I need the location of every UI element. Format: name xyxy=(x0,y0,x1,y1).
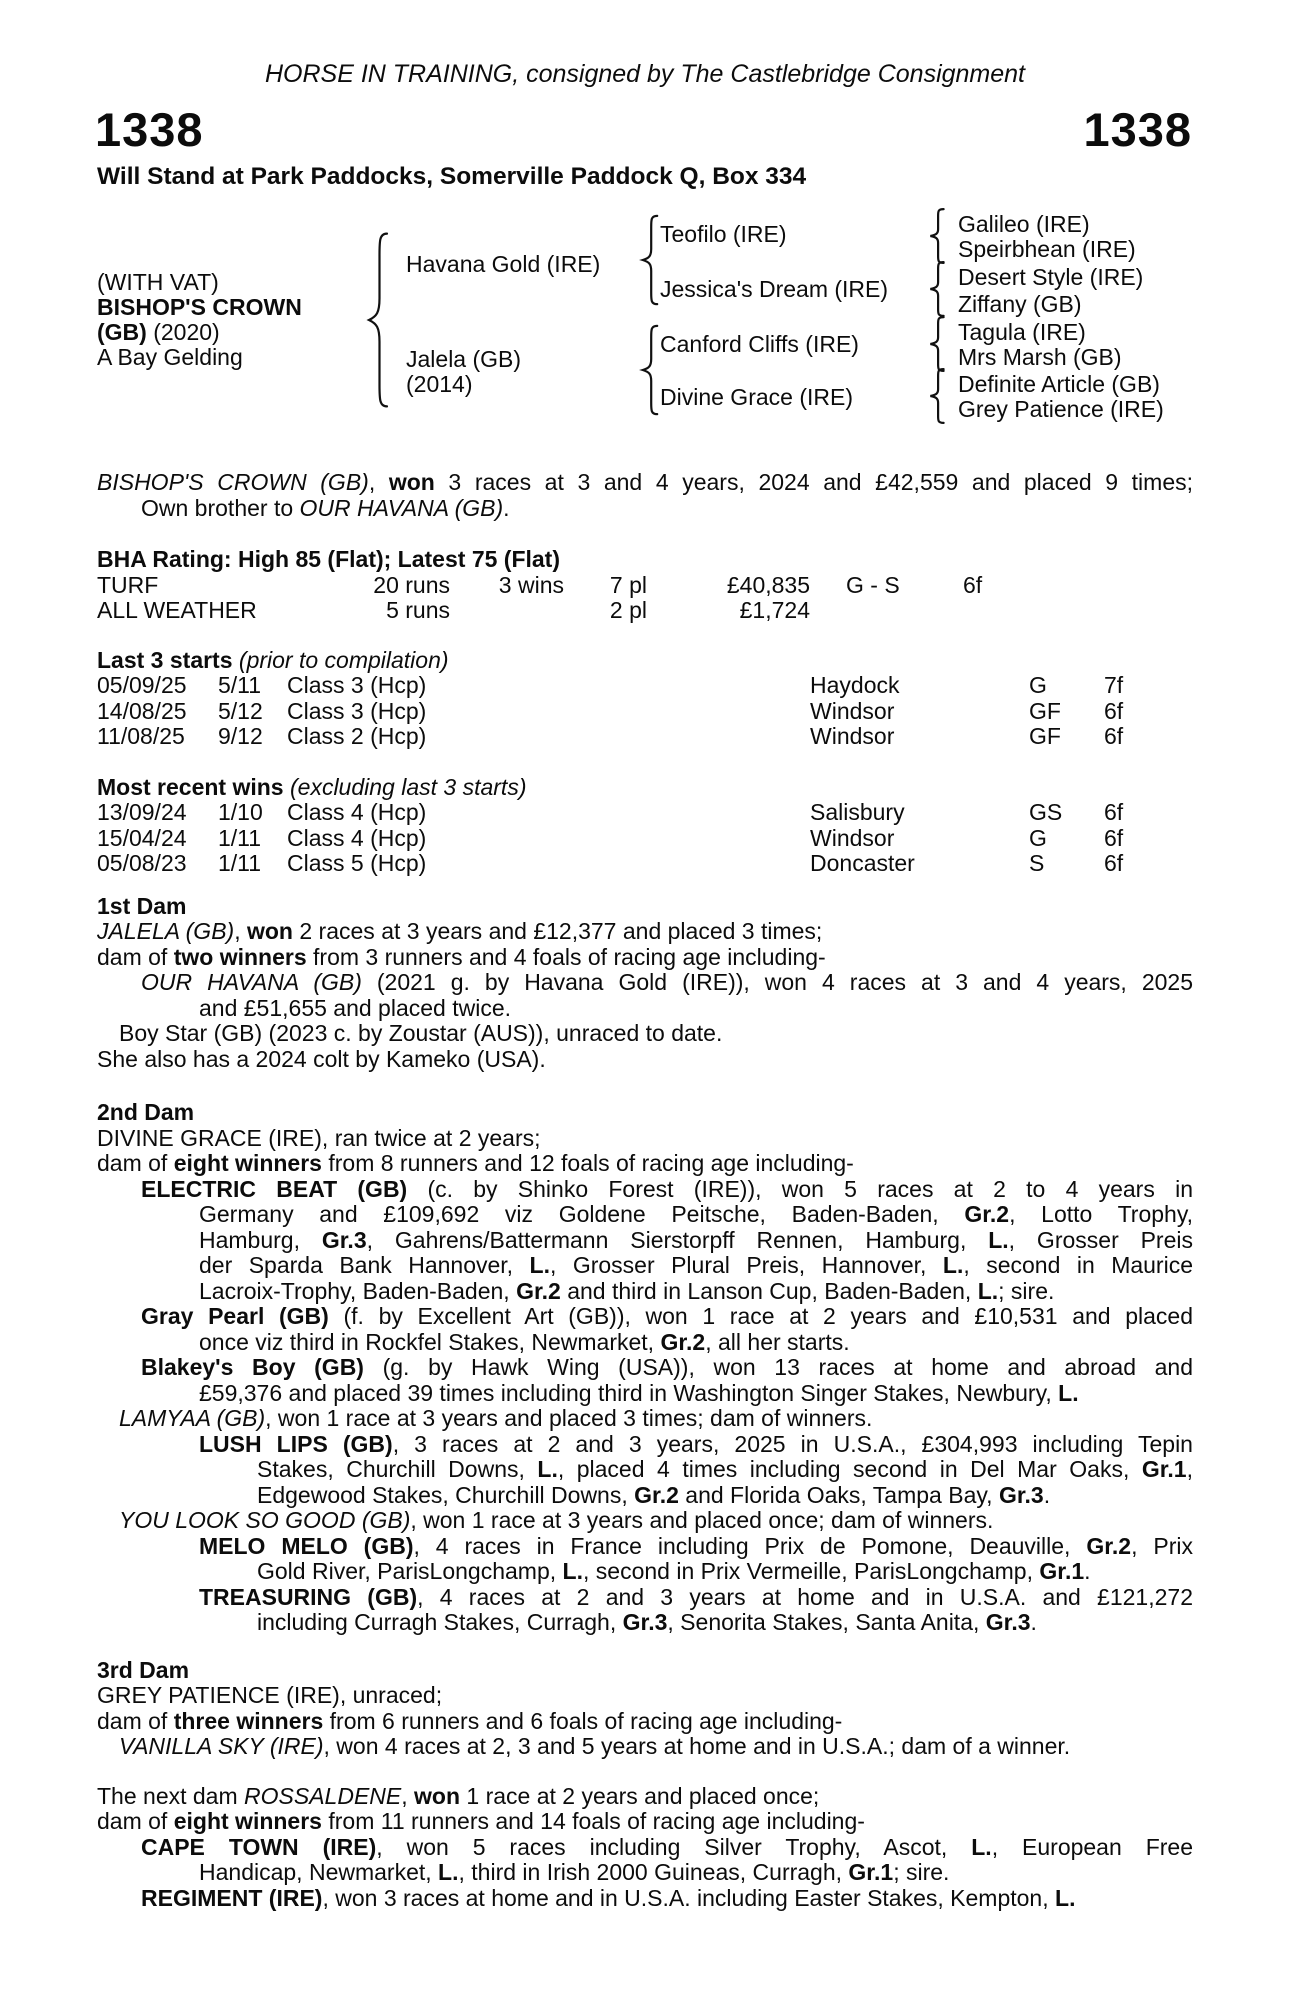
race-class: Class 2 (Hcp) xyxy=(287,723,427,749)
section-paragraphs xyxy=(97,919,1193,1072)
brace-sire xyxy=(638,214,662,306)
race-summary xyxy=(97,547,1193,624)
text-line: Hamburg, Gr.3, Gahrens/Battermann Sierstorpff Rennen, Hamburg, L., Grosser Preis xyxy=(199,1226,1193,1253)
race-date: 05/08/23 xyxy=(97,850,187,876)
second-dam-section xyxy=(97,1100,1193,1636)
dam-name: Jalela (GB) xyxy=(406,346,522,372)
horse-name: BISHOP'S CROWN xyxy=(97,294,302,320)
text-line: TREASURING (GB), 4 races at 2 and 3 years at home and in U.S.A. and £121,272 xyxy=(199,1583,1193,1610)
race-class: Class 4 (Hcp) xyxy=(287,799,427,825)
text-line: Gray Pearl (GB) (f. by Excellent Art (GB)), won 1 race at 2 years and £10,531 and placed xyxy=(141,1303,1194,1329)
race-course: Windsor xyxy=(810,824,895,851)
text-line: Handicap, Newmarket, L., third in Irish 2000 Guineas, Curragh, Gr.1; sire. xyxy=(199,1859,950,1885)
text-line: LAMYAA (GB), won 1 race at 3 years and placed 3 times; dam of winners. xyxy=(119,1405,873,1431)
section-subtitle: (excluding last 3 starts) xyxy=(290,773,527,800)
gen3-name: Grey Patience (IRE) xyxy=(958,396,1164,422)
gen3-name: Speirbhean (IRE) xyxy=(958,236,1136,262)
race-date: 14/08/25 xyxy=(97,697,187,724)
vat-note: (WITH VAT) xyxy=(97,269,219,295)
section-heading: 1st Dam xyxy=(97,892,187,919)
text-line: Germany and £109,692 viz Goldene Peitsche, Baden-Baden, Gr.2, Lotto Trophy, xyxy=(199,1201,1193,1227)
table-row xyxy=(97,699,1193,725)
text-line: BISHOP'S CROWN (GB), won 3 races at 3 and 4 years, 2024 and £42,559 and placed 9 times; xyxy=(97,469,1194,495)
earnings-value: £1,724 xyxy=(739,597,810,623)
text-line: Blakey's Boy (GB) (g. by Hawk Wing (USA)), won 13 races at home and abroad and xyxy=(141,1354,1193,1380)
race-course: Doncaster xyxy=(810,850,915,876)
text-line: CAPE TOWN (IRE), won 5 races including Silver Trophy, Ascot, L., European Free xyxy=(141,1833,1193,1860)
sire-dam: Jessica's Dream (IRE) xyxy=(660,276,889,302)
text-line: Stakes, Churchill Downs, L., placed 4 times including second in Del Mar Oaks, Gr.1, xyxy=(257,1456,1193,1482)
surface-label: TURF xyxy=(97,571,159,598)
catalogue-body xyxy=(97,470,1193,1911)
race-class: Class 4 (Hcp) xyxy=(287,824,427,851)
text-line: der Sparda Bank Hannover, L., Grosser Plural Preis, Hannover, L., second in Maurice xyxy=(199,1252,1193,1278)
brace-gen3-1 xyxy=(926,208,948,264)
dam-dam: Divine Grace (IRE) xyxy=(660,384,853,410)
table-row xyxy=(97,673,1193,699)
section-title: Most recent wins xyxy=(97,773,284,800)
sire-name: Havana Gold (IRE) xyxy=(406,251,601,277)
table-row xyxy=(97,826,1193,852)
race-position: 1/11 xyxy=(218,824,262,851)
section-heading xyxy=(97,648,1193,674)
horse-description: A Bay Gelding xyxy=(97,344,243,370)
first-dam-section xyxy=(97,894,1193,1073)
text-line: Boy Star (GB) (2023 c. by Zoustar (AUS)), unraced to date. xyxy=(119,1020,723,1046)
distance-value: 6f xyxy=(963,571,983,598)
race-going: G xyxy=(1029,824,1047,851)
table-row xyxy=(97,598,1193,624)
race-going: S xyxy=(1029,850,1045,876)
race-date: 11/08/25 xyxy=(97,723,185,749)
gen3-name: Definite Article (GB) xyxy=(958,371,1160,397)
text-line: Edgewood Stakes, Churchill Downs, Gr.2 and Florida Oaks, Tampa Bay, Gr.3. xyxy=(257,1481,1051,1508)
brace-dam xyxy=(638,324,662,416)
section-subtitle: (prior to compilation) xyxy=(238,646,449,673)
race-date: 05/09/25 xyxy=(97,672,187,698)
text-line: ELECTRIC BEAT (GB) (c. by Shinko Forest (IRE)), won 5 races at 2 to 4 years in xyxy=(141,1175,1193,1202)
race-class: Class 5 (Hcp) xyxy=(287,850,427,876)
text-line: Gold River, ParisLongchamp, L., second in Prix Vermeille, ParisLongchamp, Gr.1. xyxy=(257,1558,1091,1584)
runs-value: 20 runs xyxy=(373,571,450,598)
text-line: OUR HAVANA (GB) (2021 g. by Havana Gold (IRE)), won 4 races at 3 and 4 years, 2025 xyxy=(141,969,1193,995)
race-position: 1/11 xyxy=(218,850,262,876)
brace-main xyxy=(363,230,393,410)
gen3-name: Ziffany (GB) xyxy=(958,291,1082,317)
text-line: dam of two winners from 3 runners and 4 foals of racing age including- xyxy=(97,943,826,970)
lot-number-right: 1338 xyxy=(1083,103,1192,156)
text-line: VANILLA SKY (IRE), won 4 races at 2, 3 and 5 years at home and in U.S.A.; dam of a winner. xyxy=(119,1733,1071,1759)
race-course: Windsor xyxy=(810,697,895,724)
section-paragraphs xyxy=(97,1683,1193,1760)
dam-sire: Canford Cliffs (IRE) xyxy=(660,331,859,357)
consignment-note: HORSE IN TRAINING, consigned by The Castlebridge Consignment xyxy=(264,60,1026,88)
race-going: G xyxy=(1029,672,1047,698)
race-course: Salisbury xyxy=(810,799,905,825)
text-line: dam of three winners from 6 runners and 6 foals of racing age including- xyxy=(97,1707,843,1734)
gen3-name: Mrs Marsh (GB) xyxy=(958,344,1122,370)
section-heading xyxy=(97,775,1193,801)
race-date: 15/04/24 xyxy=(97,824,187,851)
text-line: JALELA (GB), won 2 races at 3 years and £12,377 and placed 3 times; xyxy=(97,918,823,944)
text-line: The next dam ROSSALDENE, won 1 race at 2 years and placed once; xyxy=(97,1782,820,1809)
text-line: including Curragh Stakes, Curragh, Gr.3, Senorita Stakes, Santa Anita, Gr.3. xyxy=(257,1609,1037,1635)
text-line: YOU LOOK SO GOOD (GB), won 1 race at 3 years and placed once; dam of winners. xyxy=(119,1507,994,1533)
text-line: GREY PATIENCE (IRE), unraced; xyxy=(97,1682,443,1708)
race-date: 13/09/24 xyxy=(97,799,187,825)
text-line: and £51,655 and placed twice. xyxy=(199,994,512,1021)
surface-label: ALL WEATHER xyxy=(97,597,257,623)
third-dam-section xyxy=(97,1658,1193,1760)
horse-suffix: (GB) xyxy=(97,319,147,345)
gen3-name: Tagula (IRE) xyxy=(958,319,1086,345)
lot-number-left: 1338 xyxy=(95,103,204,156)
race-course: Haydock xyxy=(810,672,900,698)
brace-gen3-2 xyxy=(926,261,948,317)
most-recent-wins xyxy=(97,775,1193,877)
section-title: Last 3 starts xyxy=(97,646,233,673)
text-line: once viz third in Rockfel Stakes, Newmarket, Gr.2, all her starts. xyxy=(199,1328,850,1355)
race-distance: 6f xyxy=(1104,850,1124,876)
brace-gen3-3 xyxy=(926,316,948,372)
gen3-name: Galileo (IRE) xyxy=(958,211,1090,237)
runs-value: 5 runs xyxy=(386,597,450,623)
table-row xyxy=(97,724,1193,750)
race-position: 9/12 xyxy=(218,723,263,749)
text-line: REGIMENT (IRE), won 3 races at home and in U.S.A. including Easter Stakes, Kempton, L. xyxy=(141,1884,1076,1911)
gen3-name: Desert Style (IRE) xyxy=(958,264,1144,290)
text-line: dam of eight winners from 11 runners and 14 foals of racing age including- xyxy=(97,1808,865,1834)
race-going: GS xyxy=(1029,799,1063,825)
race-distance: 6f xyxy=(1104,697,1124,724)
text-line: MELO MELO (GB), 4 races in France including Prix de Pomone, Deauville, Gr.2, Prix xyxy=(199,1532,1194,1559)
text-line: LUSH LIPS (GB), 3 races at 2 and 3 years, 2025 in U.S.A., £304,993 including Tepin xyxy=(199,1430,1193,1457)
pedigree-tree xyxy=(0,200,1315,435)
race-distance: 6f xyxy=(1104,799,1124,825)
section-heading: 3rd Dam xyxy=(97,1656,190,1683)
table-row xyxy=(97,573,1193,599)
race-going: GF xyxy=(1029,697,1061,724)
race-class: Class 3 (Hcp) xyxy=(287,672,427,698)
section-paragraphs xyxy=(97,1126,1193,1636)
text-line: Own brother to OUR HAVANA (GB). xyxy=(141,494,510,521)
placed-value: 2 pl xyxy=(609,597,647,623)
race-distance: 6f xyxy=(1104,824,1124,851)
sire-sire: Teofilo (IRE) xyxy=(660,221,787,247)
table-row xyxy=(97,800,1193,826)
wins-value: 3 wins xyxy=(498,571,564,598)
going-value: G - S xyxy=(846,571,900,598)
further-family-section xyxy=(97,1784,1193,1912)
text-line: dam of eight winners from 8 runners and 12 foals of racing age including- xyxy=(97,1150,854,1176)
placed-value: 7 pl xyxy=(609,571,647,598)
race-distance: 6f xyxy=(1104,723,1124,749)
section-heading: 2nd Dam xyxy=(97,1099,195,1125)
stand-location: Will Stand at Park Paddocks, Somerville Paddock Q, Box 334 xyxy=(97,163,807,190)
race-course: Windsor xyxy=(810,723,895,749)
dam-year: (2014) xyxy=(406,371,473,397)
text-line: She also has a 2024 colt by Kameko (USA). xyxy=(97,1045,546,1072)
race-position: 1/10 xyxy=(218,799,263,825)
race-distance: 7f xyxy=(1104,672,1124,698)
race-position: 5/11 xyxy=(218,672,262,698)
table-row xyxy=(97,851,1193,877)
last-three-starts xyxy=(97,648,1193,750)
earnings-value: £40,835 xyxy=(726,571,810,598)
text-line: DIVINE GRACE (IRE), ran twice at 2 years; xyxy=(97,1124,541,1151)
horse-year: (2020) xyxy=(153,319,220,345)
race-description xyxy=(97,470,1193,521)
bha-rating-heading: BHA Rating: High 85 (Flat); Latest 75 (Flat) xyxy=(97,546,560,572)
text-line: £59,376 and placed 39 times including third in Washington Singer Stakes, Newbury, L. xyxy=(199,1379,1079,1406)
race-class: Class 3 (Hcp) xyxy=(287,697,427,724)
race-position: 5/12 xyxy=(218,697,263,724)
text-line: Lacroix-Trophy, Baden-Baden, Gr.2 and third in Lanson Cup, Baden-Baden, L.; sire. xyxy=(199,1277,1055,1304)
brace-gen3-4 xyxy=(926,368,948,424)
horse-suffix-year xyxy=(97,320,220,345)
section-paragraphs xyxy=(97,1784,1193,1912)
race-going: GF xyxy=(1029,723,1061,749)
